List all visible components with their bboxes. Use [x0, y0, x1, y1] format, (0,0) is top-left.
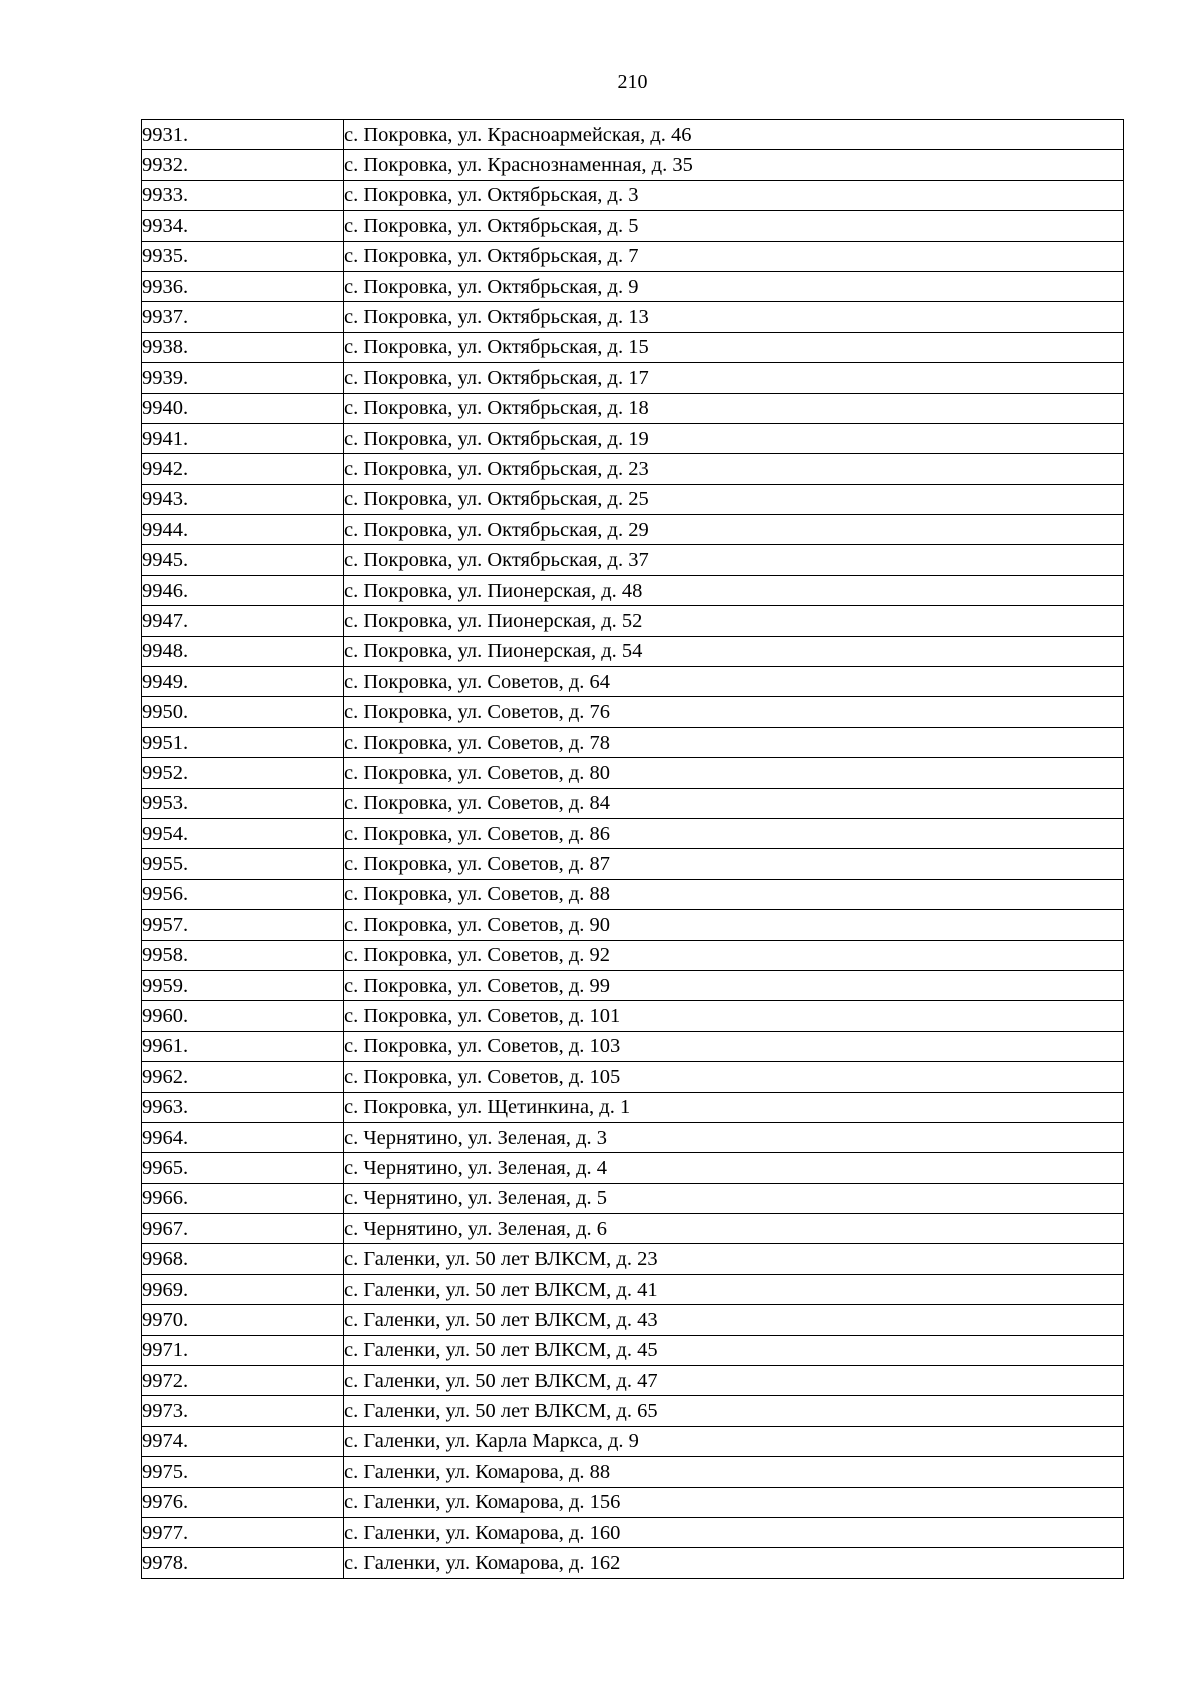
row-number: 9975. — [142, 1457, 344, 1487]
row-address: с. Покровка, ул. Советов, д. 84 — [344, 788, 1124, 818]
row-number: 9962. — [142, 1062, 344, 1092]
row-number: 9972. — [142, 1366, 344, 1396]
row-address: с. Покровка, ул. Советов, д. 87 — [344, 849, 1124, 879]
row-number: 9949. — [142, 667, 344, 697]
table-row — [142, 606, 1124, 636]
row-address: с. Галенки, ул. 50 лет ВЛКСМ, д. 23 — [344, 1244, 1124, 1274]
table-row — [142, 1335, 1124, 1365]
table-row — [142, 180, 1124, 210]
row-number: 9945. — [142, 545, 344, 575]
table-row — [142, 150, 1124, 180]
row-number: 9974. — [142, 1426, 344, 1456]
table-row — [142, 363, 1124, 393]
row-address: с. Галенки, ул. Комарова, д. 88 — [344, 1457, 1124, 1487]
row-number: 9965. — [142, 1153, 344, 1183]
row-number: 9961. — [142, 1031, 344, 1061]
table-row — [142, 545, 1124, 575]
table-row — [142, 1487, 1124, 1517]
row-number: 9978. — [142, 1548, 344, 1578]
row-address: с. Покровка, ул. Советов, д. 78 — [344, 727, 1124, 757]
row-address: с. Чернятино, ул. Зеленая, д. 3 — [344, 1122, 1124, 1152]
table-row — [142, 302, 1124, 332]
table-row — [142, 940, 1124, 970]
row-address: с. Покровка, ул. Октябрьская, д. 17 — [344, 363, 1124, 393]
row-address: с. Покровка, ул. Советов, д. 64 — [344, 667, 1124, 697]
table-row — [142, 393, 1124, 423]
address-table-body — [142, 120, 1124, 1579]
row-address: с. Покровка, ул. Советов, д. 105 — [344, 1062, 1124, 1092]
table-row — [142, 454, 1124, 484]
row-number: 9957. — [142, 910, 344, 940]
row-number: 9954. — [142, 818, 344, 848]
row-address: с. Покровка, ул. Советов, д. 76 — [344, 697, 1124, 727]
row-number: 9948. — [142, 636, 344, 666]
row-address: с. Галенки, ул. Карла Маркса, д. 9 — [344, 1426, 1124, 1456]
row-number: 9938. — [142, 332, 344, 362]
row-address: с. Покровка, ул. Красноармейская, д. 46 — [344, 120, 1124, 150]
row-number: 9943. — [142, 484, 344, 514]
row-number: 9944. — [142, 515, 344, 545]
row-address: с. Покровка, ул. Октябрьская, д. 15 — [344, 332, 1124, 362]
row-number: 9937. — [142, 302, 344, 332]
table-row — [142, 1548, 1124, 1578]
row-address: с. Покровка, ул. Советов, д. 88 — [344, 879, 1124, 909]
row-number: 9977. — [142, 1517, 344, 1547]
row-address: с. Покровка, ул. Советов, д. 101 — [344, 1001, 1124, 1031]
row-address: с. Покровка, ул. Щетинкина, д. 1 — [344, 1092, 1124, 1122]
row-number: 9976. — [142, 1487, 344, 1517]
table-row — [142, 1244, 1124, 1274]
row-number: 9967. — [142, 1214, 344, 1244]
row-address: с. Чернятино, ул. Зеленая, д. 5 — [344, 1183, 1124, 1213]
address-table — [141, 119, 1124, 1579]
row-address: с. Галенки, ул. 50 лет ВЛКСМ, д. 43 — [344, 1305, 1124, 1335]
row-address: с. Галенки, ул. 50 лет ВЛКСМ, д. 47 — [344, 1366, 1124, 1396]
table-row — [142, 818, 1124, 848]
row-address: с. Покровка, ул. Октябрьская, д. 25 — [344, 484, 1124, 514]
row-number: 9955. — [142, 849, 344, 879]
row-address: с. Галенки, ул. 50 лет ВЛКСМ, д. 45 — [344, 1335, 1124, 1365]
page-number: 210 — [617, 71, 648, 93]
table-row — [142, 1366, 1124, 1396]
row-address: с. Чернятино, ул. Зеленая, д. 6 — [344, 1214, 1124, 1244]
row-number: 9969. — [142, 1274, 344, 1304]
row-address: с. Покровка, ул. Октябрьская, д. 37 — [344, 545, 1124, 575]
table-row — [142, 120, 1124, 150]
row-address: с. Покровка, ул. Октябрьская, д. 29 — [344, 515, 1124, 545]
row-address: с. Покровка, ул. Октябрьская, д. 18 — [344, 393, 1124, 423]
row-number: 9952. — [142, 758, 344, 788]
table-row — [142, 211, 1124, 241]
row-number: 9971. — [142, 1335, 344, 1365]
row-number: 9950. — [142, 697, 344, 727]
row-address: с. Покровка, ул. Советов, д. 86 — [344, 818, 1124, 848]
table-row — [142, 484, 1124, 514]
row-number: 9935. — [142, 241, 344, 271]
row-number: 9963. — [142, 1092, 344, 1122]
row-address: с. Чернятино, ул. Зеленая, д. 4 — [344, 1153, 1124, 1183]
row-number: 9947. — [142, 606, 344, 636]
table-row — [142, 727, 1124, 757]
row-address: с. Покровка, ул. Советов, д. 90 — [344, 910, 1124, 940]
row-number: 9956. — [142, 879, 344, 909]
row-address: с. Покровка, ул. Пионерская, д. 52 — [344, 606, 1124, 636]
table-row — [142, 910, 1124, 940]
table-row — [142, 879, 1124, 909]
table-row — [142, 1214, 1124, 1244]
row-address: с. Покровка, ул. Октябрьская, д. 3 — [344, 180, 1124, 210]
table-row — [142, 515, 1124, 545]
row-number: 9946. — [142, 575, 344, 605]
row-number: 9959. — [142, 970, 344, 1000]
row-number: 9932. — [142, 150, 344, 180]
row-number: 9966. — [142, 1183, 344, 1213]
table-row — [142, 697, 1124, 727]
row-address: с. Покровка, ул. Краснознаменная, д. 35 — [344, 150, 1124, 180]
table-row — [142, 1396, 1124, 1426]
row-number: 9953. — [142, 788, 344, 818]
row-address: с. Покровка, ул. Советов, д. 92 — [344, 940, 1124, 970]
row-address: с. Покровка, ул. Октябрьская, д. 7 — [344, 241, 1124, 271]
row-address: с. Покровка, ул. Октябрьская, д. 13 — [344, 302, 1124, 332]
row-number: 9964. — [142, 1122, 344, 1152]
row-number: 9939. — [142, 363, 344, 393]
row-number: 9940. — [142, 393, 344, 423]
table-row — [142, 1122, 1124, 1152]
row-number: 9931. — [142, 120, 344, 150]
row-number: 9942. — [142, 454, 344, 484]
table-row — [142, 636, 1124, 666]
table-row — [142, 1092, 1124, 1122]
table-row — [142, 1183, 1124, 1213]
row-number: 9960. — [142, 1001, 344, 1031]
row-address: с. Покровка, ул. Советов, д. 103 — [344, 1031, 1124, 1061]
row-address: с. Галенки, ул. 50 лет ВЛКСМ, д. 41 — [344, 1274, 1124, 1304]
row-number: 9951. — [142, 727, 344, 757]
table-row — [142, 1274, 1124, 1304]
table-row — [142, 970, 1124, 1000]
row-address: с. Галенки, ул. Комарова, д. 156 — [344, 1487, 1124, 1517]
table-row — [142, 667, 1124, 697]
table-row — [142, 1457, 1124, 1487]
row-address: с. Покровка, ул. Октябрьская, д. 5 — [344, 211, 1124, 241]
row-number: 9968. — [142, 1244, 344, 1274]
table-row — [142, 788, 1124, 818]
table-row — [142, 1153, 1124, 1183]
table-row — [142, 1031, 1124, 1061]
table-row — [142, 332, 1124, 362]
table-row — [142, 271, 1124, 301]
row-address: с. Галенки, ул. Комарова, д. 162 — [344, 1548, 1124, 1578]
row-address: с. Покровка, ул. Октябрьская, д. 19 — [344, 423, 1124, 453]
table-row — [142, 849, 1124, 879]
table-row — [142, 1517, 1124, 1547]
row-number: 9941. — [142, 423, 344, 453]
row-number: 9936. — [142, 271, 344, 301]
row-number: 9973. — [142, 1396, 344, 1426]
table-row — [142, 1426, 1124, 1456]
row-address: с. Покровка, ул. Советов, д. 99 — [344, 970, 1124, 1000]
table-row — [142, 575, 1124, 605]
row-number: 9933. — [142, 180, 344, 210]
row-address: с. Галенки, ул. 50 лет ВЛКСМ, д. 65 — [344, 1396, 1124, 1426]
table-row — [142, 1001, 1124, 1031]
table-row — [142, 423, 1124, 453]
row-number: 9934. — [142, 211, 344, 241]
table-row — [142, 1305, 1124, 1335]
row-address: с. Покровка, ул. Октябрьская, д. 23 — [344, 454, 1124, 484]
row-number: 9958. — [142, 940, 344, 970]
table-row — [142, 241, 1124, 271]
row-number: 9970. — [142, 1305, 344, 1335]
row-address: с. Покровка, ул. Советов, д. 80 — [344, 758, 1124, 788]
row-address: с. Покровка, ул. Октябрьская, д. 9 — [344, 271, 1124, 301]
row-address: с. Покровка, ул. Пионерская, д. 48 — [344, 575, 1124, 605]
table-row — [142, 758, 1124, 788]
row-address: с. Покровка, ул. Пионерская, д. 54 — [344, 636, 1124, 666]
table-row — [142, 1062, 1124, 1092]
row-address: с. Галенки, ул. Комарова, д. 160 — [344, 1517, 1124, 1547]
